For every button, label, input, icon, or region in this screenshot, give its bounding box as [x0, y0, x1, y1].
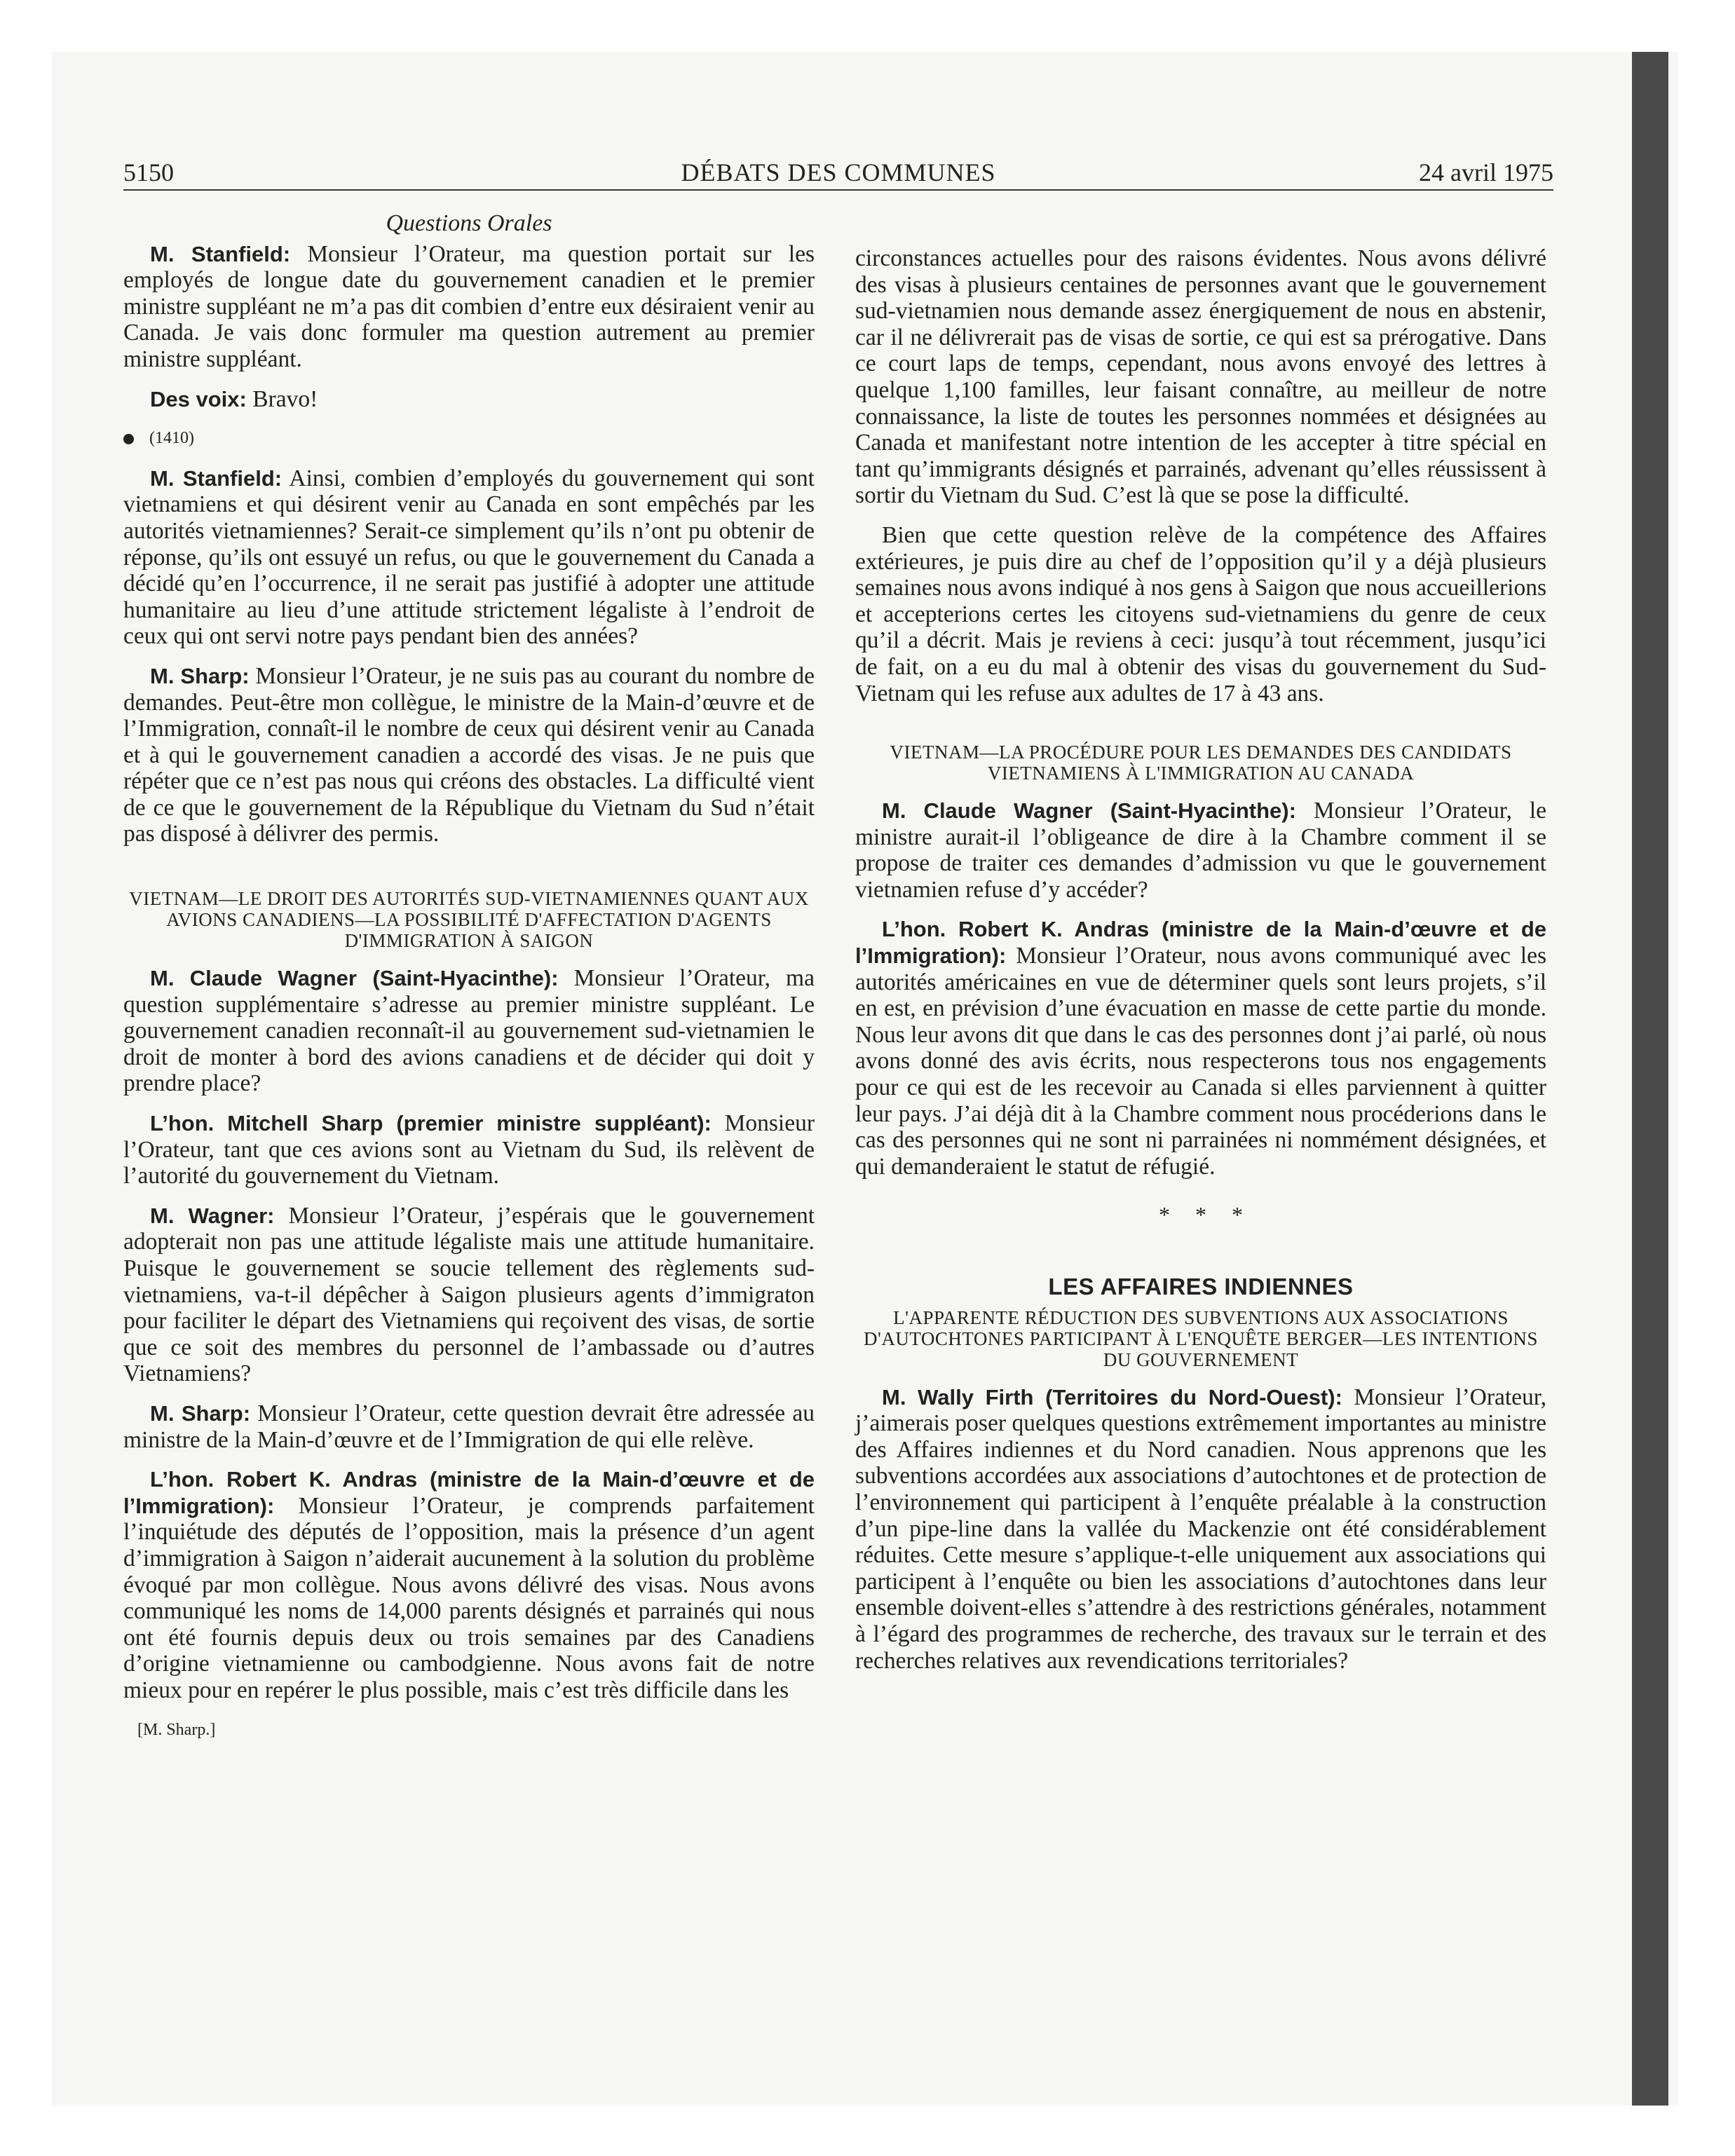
time-label: (1410) [149, 429, 194, 448]
header-rule [123, 189, 1553, 191]
speech-text: Monsieur l’Orateur, le ministre aurait-il l’obligeance de dire à la Chambre comment il se propose de traiter ces demandes d’admission vu que le gouvernement vietnamien refuse d’y accéder? [855, 798, 1546, 903]
speech-text: Monsieur l’Orateur, ma question supplémentaire s’adresse au premier ministre suppléant. Le gouvernement canadien reconnaît-il au gouvernement sud-vietnamien le droit de monter à bord des avions canadiens et de décider qui doit y prendre place? [123, 965, 815, 1097]
speaker: Des voix: [150, 386, 247, 411]
speaker: M. Sharp: [150, 663, 250, 688]
paragraph [123, 1203, 815, 1387]
bullet-icon [123, 434, 134, 444]
speech-text: Bravo! [246, 386, 318, 412]
section-heading: L'APPARENTE RÉDUCTION DES SUBVENTIONS AUX ASSOCIATIONS D'AUTOCHTONES PARTICIPANT À L'ENQUÊTE BERGER—LES INTENTIONS DU GOUVERNEMENT [864, 1306, 1538, 1370]
speech-text: Monsieur l’Orateur, j’aimerais poser quelques questions extrêmement importantes au ministre des Affaires indiennes et du Nord canadien. Nous apprenons que les subventions accordées aux associations d’autochtones et de protection de l’environnement qui participent à l’enquête préalable à la construction d’un pipe-line dans la vallée du Mackenzie ont été considérablement réduites. Cette mesure s’applique-t-elle uniquement aux associations qui participent à l’enquête ou bien les associations d’autochtones dans leur ensemble doivent-elles s’attendre à des restrictions générales, notamment à l’égard des programmes de recherche, des travaux sur le terrain et des recherches relatives aux revendications territoriales? [855, 1384, 1546, 1674]
speaker: M. Wally Firth (Territoires du Nord-Ouest): [882, 1384, 1342, 1410]
publication-date: 24 avril 1975 [1419, 158, 1553, 186]
paragraph [855, 798, 1546, 903]
speaker: M. Claude Wagner (Saint-Hyacinthe): [150, 966, 559, 991]
speech-text: Monsieur l’Orateur, cette question devrait être adressée au ministre de la Main-d’œuvre et de l’Immigration de qui elle relève. [123, 1400, 815, 1453]
speech-text: Ainsi, combien d’employés du gouvernement qui sont vietnamiens et qui désirent venir au Canada en sont empêchés par les autorités vietnamiennes? Serait-ce simplement qu’ils n’ont pu obtenir de réponse, qu’ils ont essuyé un refus, ou que le gouvernement du Canada a décidé qu’en l’occurrence, il ne serait pas justifié à adopter une attitude humanitaire au lieu d’une attitude strictement légaliste à l’endroit de ceux qui ont servi notre pays pendant bien des années? [123, 465, 815, 650]
left-column [123, 210, 815, 1743]
speech-text: Monsieur l’Orateur, je ne suis pas au courant du nombre de demandes. Peut-être mon collègue, le ministre de la Main-d’œuvre et de l’Immigration, connaît-il le nombre de ceux qui désirent venir au Canada et à qui le gouvernement canadien a accordé des visas. Je ne puis que répéter que ce n’est pas nous qui créons des obstacles. La difficulté vient de ce que le gouvernement de la République du Vietnam du Sud n’était pas disposé à délivrer des permis. [123, 662, 815, 847]
section-heading: VIETNAM—LE DROIT DES AUTORITÉS SUD-VIETNAMIENNES QUANT AUX AVIONS CANADIENS—LA POSSIBILITÉ D'AFFECTATION D'AGENTS D'IMMIGRATION À SAIGON [129, 888, 809, 952]
speaker: M. Wagner: [150, 1203, 275, 1228]
paragraph [855, 916, 1546, 1180]
speaker: L’hon. Mitchell Sharp (premier ministre suppléant): [150, 1111, 712, 1136]
speech-text: Monsieur l’Orateur, tant que ces avions sont au Vietnam du Sud, ils relèvent de l’autorité du gouvernement du Vietnam. [123, 1110, 815, 1189]
section-heading: VIETNAM—LA PROCÉDURE POUR LES DEMANDES DES CANDIDATS VIETNAMIENS À L'IMMIGRATION AU CANADA [890, 742, 1512, 784]
publication-title: DÉBATS DES COMMUNES [681, 158, 996, 186]
speaker: L’hon. Robert K. Andras (ministre de la Main-d’œuvre et de l’Immigration): [123, 1467, 815, 1518]
speaker: M. Stanfield: [150, 241, 291, 266]
paragraph: Bien que cette question relève de la compétence des Affaires extérieures, je puis dire au chef de l’opposition qu’il y a déjà plusieurs semaines nous avons indiqué à nos gens à Saigon que nous accueillerions et accepterions certes les citoyens sud-vietnamiens du genre de ceux qu’il a décrit. Mais je reviens à ceci: jusqu’à tout récemment, jusqu’ici de fait, on a eu du mal à obtenir des visas du gouvernement du Sud-Vietnam qui les refuse aux adultes de 17 à 43 ans. [855, 521, 1546, 707]
speech-text: Monsieur l’Orateur, nous avons communiqué avec les autorités américaines en vue de déterminer quels sont leurs projets, s’il en est, en prévision d’une évacuation en masse de cette partie du monde. Nous leur avons dit que dans le cas des personnes dont j’ai parlé, où nous avons donné des avis écrits, nous respecterons tous nos engagements pour ce qui est de les recevoir au Canada si elles parviennent à quitter leur pays. J’ai déjà dit à la Chambre comment nous procéderions dans le cas des personnes qui ne sont ni parrainées ni nommément désignées, et qui demanderaient le statut de réfugié. [855, 943, 1546, 1180]
paragraph [123, 1110, 815, 1189]
speaker-signature: [M. Sharp.] [137, 1720, 216, 1739]
time-marker [123, 425, 815, 452]
section-separator: * * * [1159, 1202, 1243, 1228]
paragraph [123, 1400, 815, 1453]
paragraph [123, 663, 815, 847]
speech-text: Monsieur l’Orateur, j’espérais que le gouvernement adopterait non pas une attitude légaliste mais une attitude humanitaire. Puisque le gouvernement se soucie tellement des règlements sud-vietnamiens, va-t-il dépêcher à Saigon plusieurs agents d’immigraton pour faciliter le départ des Vietnamiens qui reçoivent des visas, de sortie que ce soit des membres du personnel de l’ambassade ou d’autres Vietnamiens? [123, 1202, 815, 1387]
paragraph [123, 465, 815, 650]
paragraph [123, 386, 815, 413]
speech-text: Monsieur l’Orateur, ma question portait sur les employés de longue date du gouvernement canadien et le premier ministre suppléant ne m’a pas dit combien d’entre eux désiraient venir au Canada. Je vais donc formuler ma question autrement au premier ministre suppléant. [123, 240, 815, 372]
speaker: M. Stanfield: [150, 465, 283, 491]
page-number: 5150 [123, 158, 174, 186]
page-header [123, 157, 1553, 188]
speaker: M. Claude Wagner (Saint-Hyacinthe): [882, 798, 1296, 824]
speaker: M. Sharp: [150, 1400, 251, 1426]
speaker: L’hon. Robert K. Andras (ministre de la Main-d’œuvre et de l’Immigration): [855, 917, 1546, 969]
paragraph [855, 1384, 1546, 1674]
paragraph [123, 965, 815, 1097]
scan-edge-bar [1632, 52, 1668, 2106]
paragraph: circonstances actuelles pour des raisons évidentes. Nous avons délivré des visas à plusieurs centaines de personnes avant que le gouvernement sud-vietnamien nous demande assez énergiquement de nous en abstenir, car il ne délivrerait pas de visas de sortie, ce qui est sa prérogative. Dans ce court laps de temps, cependant, nous avons envoyé des lettres à quelque 1,100 familles, leur faisant connaître, au meilleur de notre connaissance, la liste de toutes les personnes nommées et désignées au Canada et manifestant notre intention de les accepter à titre spécial en tant qu’immigrants désignés et parrainés, advenant qu’elles réussissent à sortir du Vietnam du Sud. C’est là que se pose la difficulté. [855, 245, 1546, 509]
paragraph [123, 1466, 815, 1703]
right-column [855, 245, 1546, 1687]
running-head: Questions Orales [386, 210, 552, 236]
paragraph [123, 241, 815, 373]
section-title: LES AFFAIRES INDIENNES [1048, 1274, 1354, 1299]
speech-text: Monsieur l’Orateur, je comprends parfaitement l’inquiétude des députés de l’opposition, mais la présence d’un agent d’immigration à Saigon n’aiderait aucunement à la solution du problème évoqué par mon collègue. Nous avons délivré des visas. Nous avons communiqué les noms de 14,000 parents désignés et parrainés qui nous ont été fournis depuis deux ou trois semaines par des Canadiens d’origine vietnamienne ou cambodgienne. Nous avons fait de notre mieux pour en repérer le plus possible, mais c’est très difficile dans les [123, 1492, 815, 1703]
